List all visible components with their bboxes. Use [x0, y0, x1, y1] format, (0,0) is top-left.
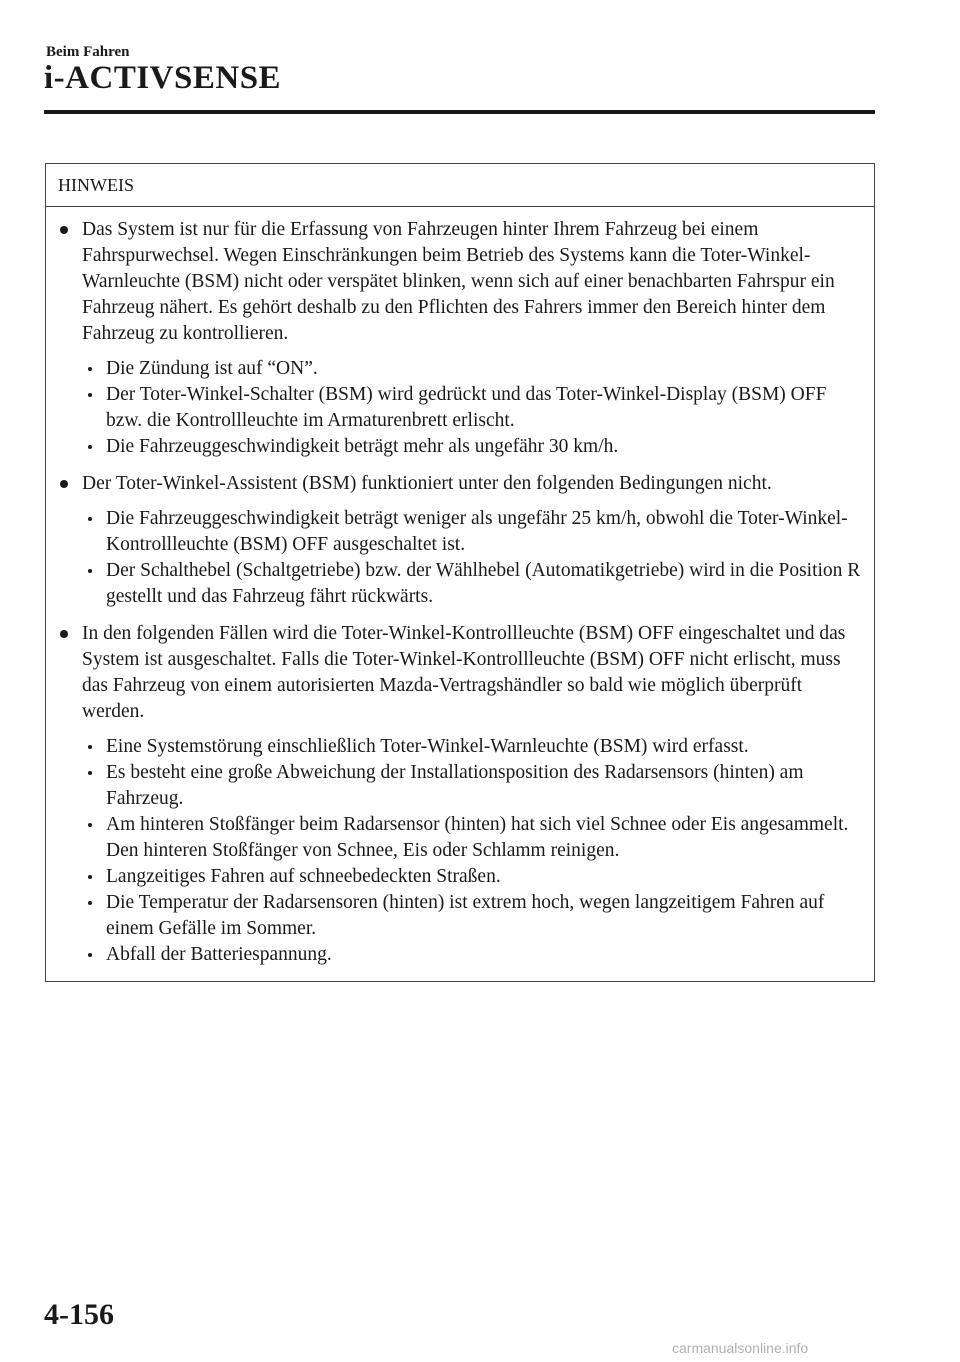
- sub-dot-icon: [88, 953, 92, 957]
- bullet-3: [58, 621, 864, 968]
- sub-dot-icon: [88, 745, 92, 749]
- sub-item: Die Temperatur der Radarsensoren (hinten) ist extrem hoch, wegen langzeitigem Fahren auf einem Gefälle im Sommer.: [82, 890, 864, 942]
- sub-list: [82, 356, 864, 460]
- bullet-2: [58, 471, 864, 610]
- page-title: i-ACTIVSENSE: [44, 60, 282, 96]
- sub-item: Es besteht eine große Abweichung der Installationsposition des Radarsensors (hinten) am Fahrzeug.: [82, 760, 864, 812]
- header-rule: [44, 110, 875, 114]
- sub-dot-icon: [88, 367, 92, 371]
- sub-item: Die Zündung ist auf “ON”.: [82, 356, 864, 382]
- sub-item: Der Schalthebel (Schaltgetriebe) bzw. der Wählhebel (Automatikgetriebe) wird in die Position R gestellt und das Fahrzeug fährt rückwärts.: [82, 558, 864, 610]
- bullet-text: In den folgenden Fällen wird die Toter-Winkel-Kontrollleuchte (BSM) OFF eingeschaltet und das System ist ausgeschaltet. Falls die Toter-Winkel-Kontrollleuchte (BSM) OFF nicht erlischt, muss das Fahrzeug von einem autorisierten Mazda-Vertragshändler so bald wie möglich überprüft werden.: [82, 623, 846, 722]
- bullet-dot-icon: [60, 480, 68, 488]
- note-box: [45, 163, 875, 982]
- note-body: [46, 207, 874, 968]
- bullet-text: Das System ist nur für die Erfassung von Fahrzeugen hinter Ihrem Fahrzeug bei einem Fahrspurwechsel. Wegen Einschränkungen beim Betrieb des Systems kann die Toter-Winkel-Warnleuchte (BSM) nicht oder verspätet blinken, wenn sich auf einer benachbarten Fahrspur ein Fahrzeug nähert. Es gehört deshalb zu den Pflichten des Fahrers immer den Bereich hinter dem Fahrzeug zu kontrollieren.: [82, 219, 835, 344]
- sub-dot-icon: [88, 393, 92, 397]
- sub-dot-icon: [88, 875, 92, 879]
- watermark[interactable]: carmanualsonline.info: [672, 1340, 809, 1356]
- sub-dot-icon: [88, 517, 92, 521]
- bullet-1: [58, 217, 864, 460]
- bullet-text: Der Toter-Winkel-Assistent (BSM) funktioniert unter den folgenden Bedingungen nicht.: [82, 473, 772, 494]
- sub-item: Abfall der Batteriespannung.: [82, 942, 864, 968]
- sub-list: [82, 506, 864, 610]
- sub-dot-icon: [88, 771, 92, 775]
- page-number: 4-156: [44, 1298, 114, 1331]
- sub-item: Eine Systemstörung einschließlich Toter-Winkel-Warnleuchte (BSM) wird erfasst.: [82, 734, 864, 760]
- sub-item: Der Toter-Winkel-Schalter (BSM) wird gedrückt und das Toter-Winkel-Display (BSM) OFF bzw. die Kontrollleuchte im Armaturenbrett erlischt.: [82, 382, 864, 434]
- note-heading: HINWEIS: [46, 164, 874, 207]
- sub-dot-icon: [88, 901, 92, 905]
- section-label: Beim Fahren: [46, 44, 130, 60]
- bullet-dot-icon: [60, 630, 68, 638]
- sub-item: Die Fahrzeuggeschwindigkeit beträgt weniger als ungefähr 25 km/h, obwohl die Toter-Winkel-Kontrollleuchte (BSM) OFF ausgeschaltet ist.: [82, 506, 864, 558]
- sub-dot-icon: [88, 823, 92, 827]
- sub-dot-icon: [88, 445, 92, 449]
- sub-item: Langzeitiges Fahren auf schneebedeckten Straßen.: [82, 864, 864, 890]
- sub-list: [82, 734, 864, 968]
- sub-item: Die Fahrzeuggeschwindigkeit beträgt mehr als ungefähr 30 km/h.: [82, 434, 864, 460]
- sub-dot-icon: [88, 569, 92, 573]
- sub-item: Am hinteren Stoßfänger beim Radarsensor (hinten) hat sich viel Schnee oder Eis angesammelt. Den hinteren Stoßfänger von Schnee, Eis oder Schlamm reinigen.: [82, 812, 864, 864]
- bullet-dot-icon: [60, 226, 68, 234]
